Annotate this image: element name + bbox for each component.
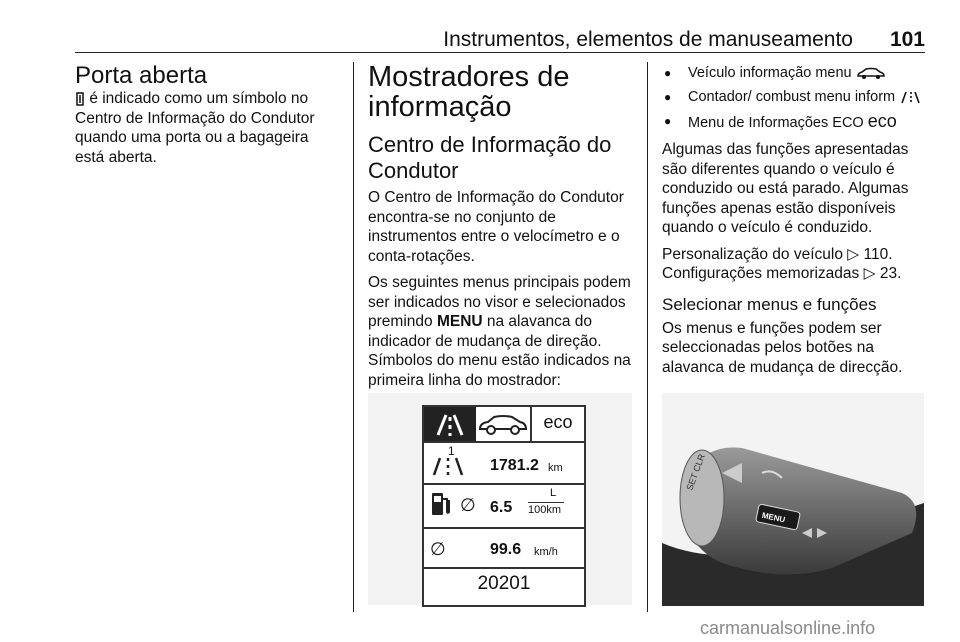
page-header	[75, 28, 925, 52]
speed-value: 99.6	[490, 541, 522, 558]
section-heading-porta-aberta: Porta aberta	[75, 62, 208, 89]
fuel-value: 6.5	[490, 499, 513, 516]
porta-aberta-text: é indicado como um símbolo no Centro de Informação do Condutor quando uma porta ou a bagageira está aberta.	[75, 90, 315, 166]
porta-aberta-paragraph	[75, 89, 337, 167]
road-icon	[899, 90, 923, 104]
menu-item-vehicle	[662, 64, 930, 82]
menu-item-eco-label: Menu de Informações ECO	[688, 115, 864, 131]
menu-button-label: MENU	[761, 510, 787, 525]
driver-info-display	[422, 405, 586, 607]
header-title: Instrumentos, elementos de manuseamento	[443, 28, 853, 51]
arrow-right-icon: ▷	[847, 245, 860, 263]
row-divider-2	[424, 527, 584, 529]
stalk-text: SET CLR	[684, 452, 707, 492]
eco-icon: eco	[867, 111, 897, 131]
menu-symbol-row	[424, 407, 584, 443]
subheading-centro-informacao: Centro de Informação do Condutor	[368, 132, 612, 183]
row-divider-1	[424, 483, 584, 485]
ref-memory-page[interactable]: 23.	[879, 265, 902, 282]
tab-trip-fuel	[424, 407, 476, 441]
trip-road-icon	[430, 455, 470, 477]
tab-vehicle-info	[476, 407, 532, 441]
cross-references	[662, 245, 930, 284]
functions-paragraph: Algumas das funções apresentadas são diferentes quando o veículo é conduzido ou está parado. Algumas funções apenas estão disponíveis quando o veículo é conduzido.	[662, 141, 909, 236]
menu-item-trip	[662, 88, 930, 106]
avg-speed-sign: ∅	[430, 539, 446, 559]
watermark: carmanualsonline.info	[700, 618, 876, 638]
column-divider-1	[353, 62, 354, 612]
trip-index: 1	[448, 444, 455, 458]
centro-paragraph-2	[368, 273, 636, 390]
arrow-right-icon: ▷	[863, 265, 876, 282]
distance-value: 1781.2	[490, 457, 539, 474]
fuel-unit-bottom: 100km	[528, 504, 562, 516]
header-rule	[75, 52, 925, 53]
odometer-value: 20201	[477, 573, 531, 594]
car-icon	[476, 407, 530, 441]
menu-keyword: MENU	[436, 313, 483, 330]
menu-item-vehicle-label: Veículo informação menu	[688, 65, 852, 81]
fuel-unit-top: L	[549, 487, 557, 499]
section-heading-mostradores: Mostradores de informação	[368, 61, 570, 123]
ref-vehicle-text: Personalização do veículo	[662, 245, 848, 263]
column-1	[75, 62, 337, 174]
speed-unit: km/h	[534, 546, 558, 558]
car-icon	[856, 66, 886, 80]
tab-eco	[532, 407, 584, 441]
eco-label: eco	[543, 412, 573, 432]
column-3	[662, 62, 930, 384]
stalk-figure	[662, 393, 924, 606]
ref-memory-text: Configurações memorizadas	[662, 265, 864, 282]
para2-post: na alavanca do indicador de mudança de direção. Símbolos do menu estão indicados na primeira linha do mostrador:	[368, 313, 631, 389]
ref-vehicle-page[interactable]: 110.	[863, 245, 893, 263]
menu-item-eco	[662, 112, 930, 132]
distance-unit: km	[548, 462, 563, 474]
fraction-line	[528, 502, 564, 503]
car-door-open-icon	[75, 92, 85, 106]
page-number: 101	[889, 28, 925, 51]
subheading-selecionar-menus: Selecionar menus e funções	[662, 294, 877, 314]
road-icon	[424, 407, 476, 441]
selecionar-paragraph: Os menus e funções podem ser seleccionadas pelos botões na alavanca de mudança de direcção.	[662, 319, 903, 376]
avg-sign: ∅	[460, 495, 476, 515]
row-divider-3	[424, 567, 584, 569]
column-2	[368, 62, 636, 397]
turn-signal-lever-illustration	[662, 393, 924, 606]
column-divider-2	[647, 62, 648, 612]
menu-list	[662, 64, 930, 132]
centro-paragraph-1: O Centro de Informação do Condutor encontra-se no conjunto de instrumentos entre o velocímetro e o conta-rotações.	[368, 189, 624, 265]
para2-pre: Os seguintes menus principais podem ser indicados no visor e selecionados premindo	[368, 274, 631, 330]
menu-item-trip-label: Contador/ combust menu inform	[688, 89, 896, 105]
fuel-pump-icon	[430, 491, 452, 517]
